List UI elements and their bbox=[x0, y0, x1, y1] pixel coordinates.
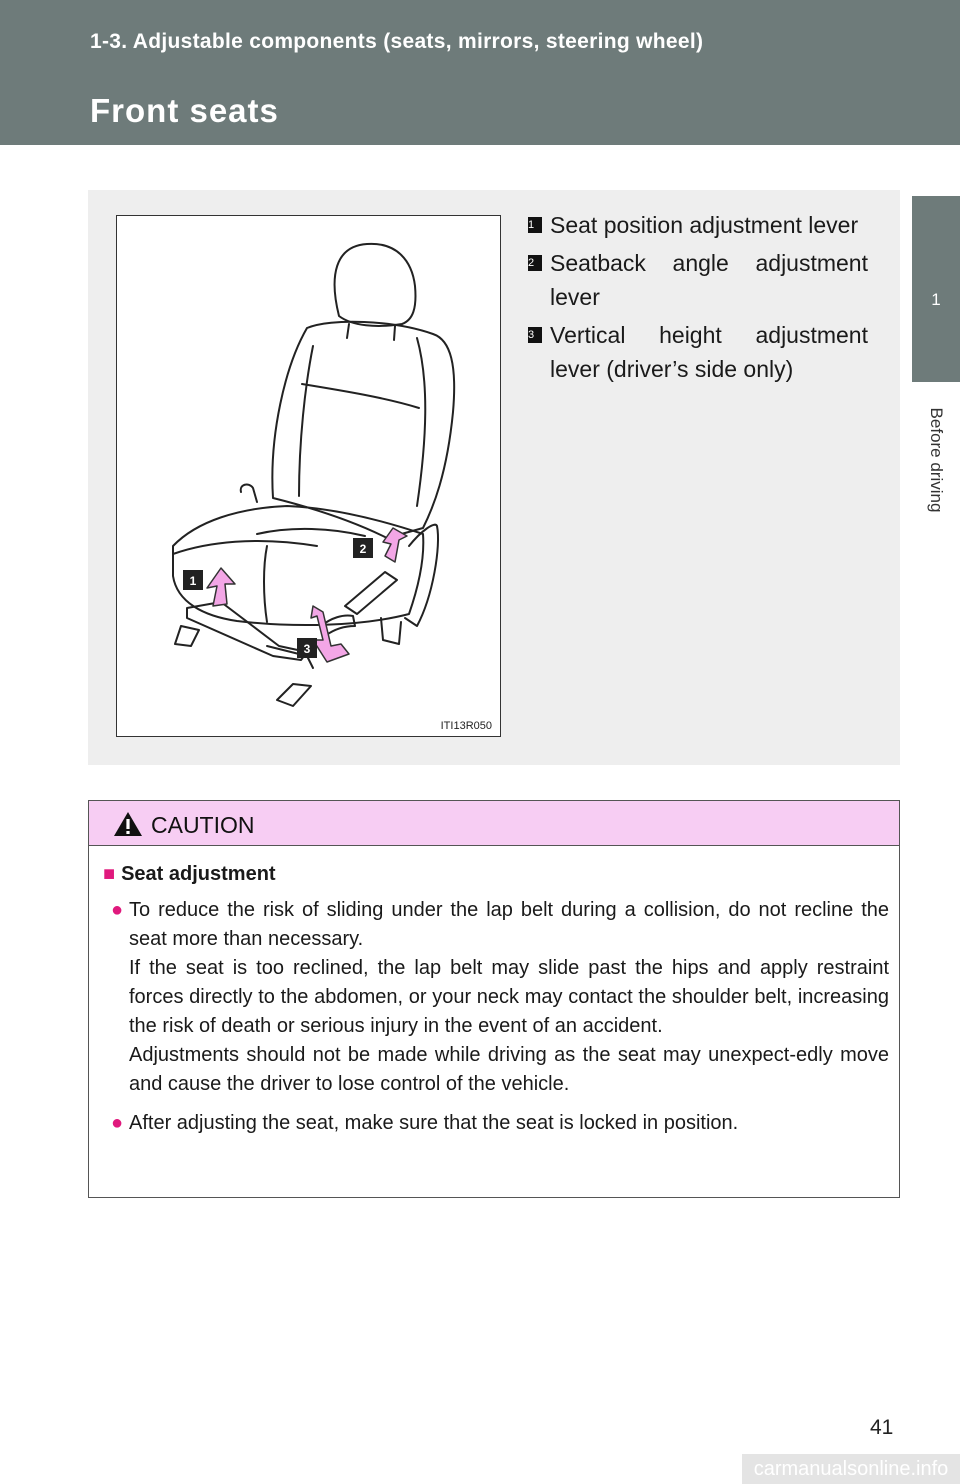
callout-number: 3 bbox=[528, 327, 542, 343]
warning-triangle-icon bbox=[113, 811, 143, 837]
callout-text: Seat position adjustment lever bbox=[550, 212, 859, 238]
marker-3-label: 3 bbox=[303, 642, 311, 656]
caution-box bbox=[88, 800, 900, 1198]
bullet-icon: ● bbox=[111, 1112, 124, 1134]
arrow-2 bbox=[383, 528, 407, 562]
chapter-title: Before driving bbox=[927, 407, 946, 513]
page-number: 41 bbox=[870, 1416, 894, 1439]
callout-item bbox=[528, 208, 868, 242]
header-bar bbox=[0, 0, 960, 145]
arrow-1 bbox=[207, 568, 235, 606]
chapter-number: 1 bbox=[931, 290, 941, 309]
caution-item bbox=[103, 1109, 889, 1138]
seat-drawing bbox=[117, 216, 500, 736]
caution-heading-text: Seat adjustment bbox=[121, 863, 276, 885]
caution-paragraph: If the seat is too reclined, the lap belt may slide past the hips and apply restraint forces directly to the abdomen, or your neck may contact the shoulder belt, increasing the risk of death or serious injury in the event of an accident. bbox=[129, 957, 889, 1037]
caution-paragraph: Adjustments should not be made while driving as the seat may unexpect-edly move and cause the driver to lose control of the vehicle. bbox=[129, 1044, 889, 1095]
callout-item bbox=[528, 246, 868, 314]
callout-text: Seatback angle adjustment lever bbox=[550, 250, 868, 310]
chapter-tab bbox=[912, 196, 960, 382]
caution-heading bbox=[103, 863, 889, 886]
caution-paragraph: To reduce the risk of sliding under the lap belt during a collision, do not recline the seat more than necessary. bbox=[129, 899, 889, 950]
callout-number: 1 bbox=[528, 217, 542, 233]
callout-list bbox=[528, 208, 868, 390]
callout-item bbox=[528, 318, 868, 386]
page-title: Front seats bbox=[90, 92, 279, 129]
caution-body bbox=[103, 863, 889, 1148]
caution-label: CAUTION bbox=[151, 812, 255, 838]
callout-number: 2 bbox=[528, 255, 542, 271]
marker-2-label: 2 bbox=[359, 542, 367, 556]
seatback bbox=[272, 322, 454, 538]
section-title: 1-3. Adjustable components (seats, mirrors, steering wheel) bbox=[90, 30, 704, 53]
callout-text: Vertical height adjustment lever (driver’s side only) bbox=[550, 322, 868, 382]
caution-item bbox=[103, 896, 889, 1099]
square-bullet-icon: ■ bbox=[103, 863, 116, 885]
bullet-icon: ● bbox=[111, 899, 124, 921]
headrest bbox=[335, 244, 416, 326]
seat-illustration bbox=[116, 215, 501, 737]
recline-lever bbox=[345, 572, 397, 614]
watermark: carmanualsonline.info bbox=[742, 1454, 960, 1484]
caution-header bbox=[89, 801, 899, 846]
figure-code: ITI13R050 bbox=[440, 720, 492, 732]
seat-cushion bbox=[173, 506, 423, 625]
marker-1-label: 1 bbox=[189, 574, 197, 588]
caution-paragraph: After adjusting the seat, make sure that the seat is locked in position. bbox=[129, 1112, 739, 1134]
